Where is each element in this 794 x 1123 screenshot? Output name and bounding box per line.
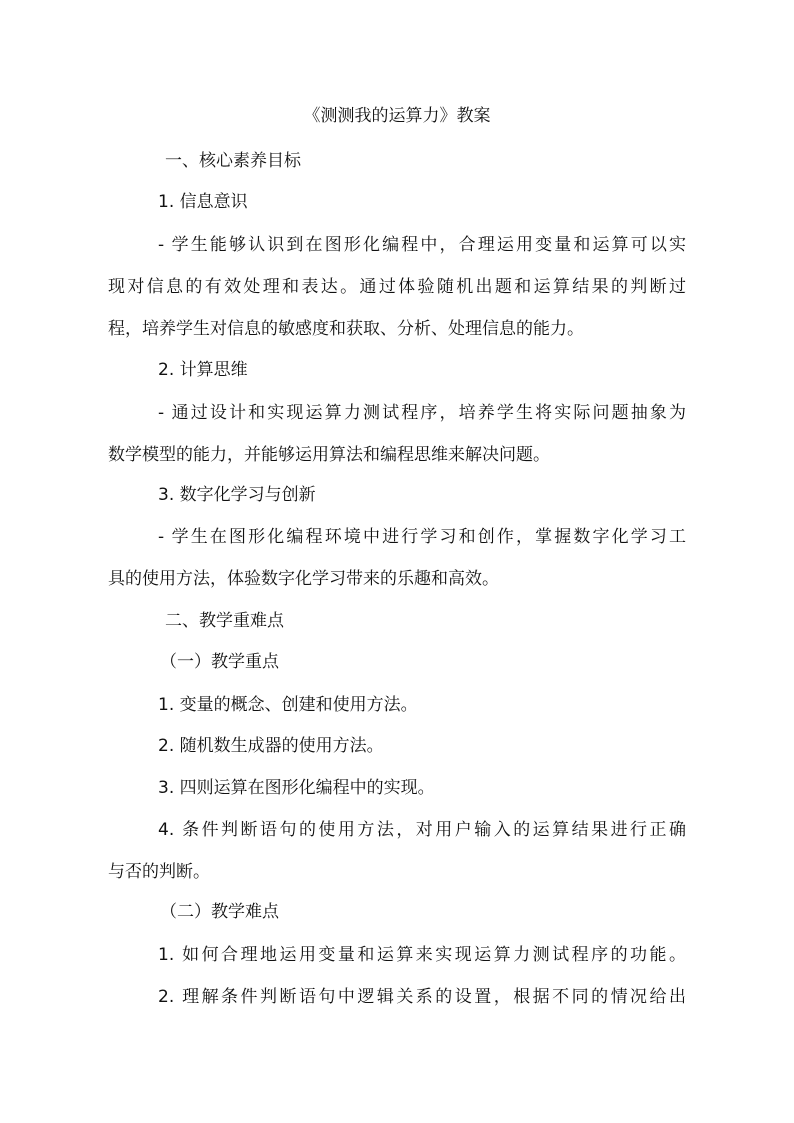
subsection-heading: 3. 数字化学习与创新 <box>158 485 316 505</box>
paragraph-line: - 学生在图形化编程环境中进行学习和创作，掌握数字化学习工 <box>158 527 686 547</box>
list-item: 2. 理解条件判断语句中逻辑关系的设置，根据不同的情况给出 <box>158 987 686 1007</box>
list-item: 3. 四则运算在图形化编程中的实现。 <box>158 778 435 798</box>
paragraph-line: 数学模型的能力，并能够运用算法和编程思维来解决问题。 <box>108 445 550 465</box>
section-heading: 一、核心素养目标 <box>165 151 301 171</box>
list-item: 1. 变量的概念、创建和使用方法。 <box>158 695 418 715</box>
document-title: 《测测我的运算力》教案 <box>303 106 491 126</box>
subsection-heading: （一）教学重点 <box>160 652 279 672</box>
list-item: 2. 随机数生成器的使用方法。 <box>158 736 384 756</box>
paragraph-line: - 学生能够认识到在图形化编程中，合理运用变量和运算可以实 <box>158 235 686 255</box>
list-item: 4. 条件判断语句的使用方法，对用户输入的运算结果进行正确 <box>158 820 686 840</box>
subsection-heading: （二）教学难点 <box>160 902 279 922</box>
paragraph-line: 程，培养学生对信息的敏感度和获取、分析、处理信息的能力。 <box>108 319 584 339</box>
subsection-heading: 1. 信息意识 <box>158 192 248 212</box>
paragraph-line: 现对信息的有效处理和表达。通过体验随机出题和运算结果的判断过 <box>108 277 686 297</box>
paragraph-line: - 通过设计和实现运算力测试程序，培养学生将实际问题抽象为 <box>158 403 686 423</box>
subsection-heading: 2. 计算思维 <box>158 360 248 380</box>
list-item: 1. 如何合理地运用变量和运算来实现运算力测试程序的功能。 <box>158 945 686 965</box>
section-heading: 二、教学重难点 <box>165 611 284 631</box>
paragraph-line: 具的使用方法，体验数字化学习带来的乐趣和高效。 <box>108 569 499 589</box>
list-item: 与否的判断。 <box>108 862 210 882</box>
